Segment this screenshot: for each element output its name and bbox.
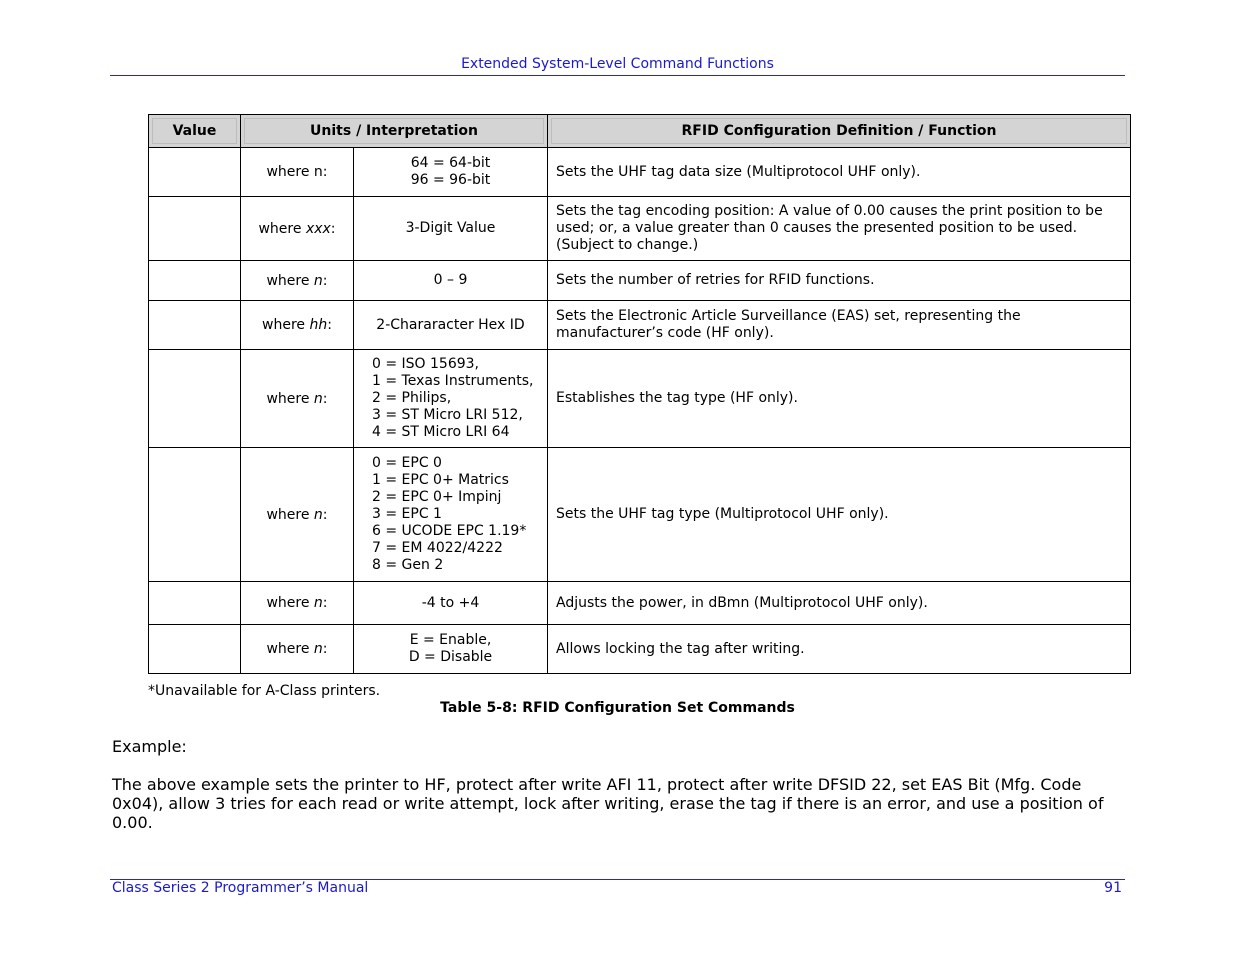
rfid-config-table xyxy=(148,114,1131,674)
where-variable: hh xyxy=(309,317,328,333)
cell-units xyxy=(354,197,548,261)
cell-definition: Establishes the tag type (HF only). xyxy=(548,350,1131,448)
cell-definition: Sets the tag encoding position: A value of 0.00 causes the print position to be used; or, a value greater than 0 causes the presented position to be used. (Subject to change.) xyxy=(548,197,1131,261)
units-line: 0 = EPC 0 xyxy=(372,455,442,471)
units-line: 8 = Gen 2 xyxy=(372,557,444,573)
cell-units xyxy=(354,625,548,674)
cell-definition: Sets the number of retries for RFID functions. xyxy=(548,261,1131,301)
where-prefix: where xyxy=(266,164,314,180)
cell-definition: Sets the UHF tag type (Multiprotocol UHF only). xyxy=(548,448,1131,582)
column-header-value: Value xyxy=(149,115,241,148)
where-colon: : xyxy=(322,390,328,407)
cell-value xyxy=(149,448,241,582)
where-variable: n xyxy=(313,390,323,407)
cell-value xyxy=(149,148,241,197)
cell-definition: Allows locking the tag after writing. xyxy=(548,625,1131,674)
units-line: -4 to +4 xyxy=(421,594,480,611)
units-line: 7 = EM 4022/4222 xyxy=(372,540,503,556)
cell-definition: Sets the UHF tag data size (Multiprotocol UHF only). xyxy=(548,148,1131,197)
units-line: 2 = EPC 0+ Impinj xyxy=(372,489,502,505)
cell-units xyxy=(354,350,548,448)
where-prefix: where xyxy=(258,220,306,237)
table-row xyxy=(149,625,1131,674)
table-caption: Table 5-8: RFID Configuration Set Commands xyxy=(440,700,795,716)
cell-value xyxy=(149,197,241,261)
table-footnote: *Unavailable for A-Class printers. xyxy=(148,683,381,699)
column-header-units: Units / Interpretation xyxy=(241,115,548,148)
cell-value xyxy=(149,261,241,301)
where-variable: n xyxy=(313,641,323,657)
units-line: 2-Chararacter Hex ID xyxy=(376,316,525,333)
page-header-title: Extended System-Level Command Functions xyxy=(461,56,774,72)
cell-value xyxy=(149,582,241,625)
table-header-row xyxy=(149,115,1131,148)
units-line: 96 = 96-bit xyxy=(410,172,491,188)
cell-where xyxy=(241,350,354,448)
table-row xyxy=(149,350,1131,448)
cell-where xyxy=(241,261,354,301)
header-rule xyxy=(110,75,1125,76)
column-header-definition: RFID Configuration Definition / Function xyxy=(548,115,1131,148)
cell-units xyxy=(354,261,548,301)
cell-where xyxy=(241,148,354,197)
where-variable: xxx xyxy=(305,220,331,237)
cell-units xyxy=(354,148,548,197)
where-variable: n xyxy=(313,506,323,523)
example-text: The above example sets the printer to HF, protect after write AFI 11, protect after write DFSID 22, set EAS Bit (Mfg. Code 0x04), allow 3 tries for each read or write attempt, lock after writing, erase the tag if there is an error, and use a position of 0.00. xyxy=(112,775,1104,832)
where-prefix: where xyxy=(266,272,314,289)
units-line: 64 = 64-bit xyxy=(410,155,491,171)
units-line: 1 = EPC 0+ Matrics xyxy=(372,472,509,488)
where-colon: : xyxy=(322,506,328,523)
table-row xyxy=(149,261,1131,301)
footer-manual-title: Class Series 2 Programmer’s Manual xyxy=(112,880,369,896)
table-row xyxy=(149,448,1131,582)
where-colon: : xyxy=(322,641,328,657)
table-row xyxy=(149,197,1131,261)
units-line: 0 = ISO 15693, xyxy=(372,356,480,372)
where-colon: : xyxy=(322,272,328,289)
cell-where xyxy=(241,197,354,261)
cell-units xyxy=(354,448,548,582)
units-line: 1 = Texas Instruments, xyxy=(372,373,534,389)
units-line: 6 = UCODE EPC 1.19* xyxy=(372,523,527,539)
table-row xyxy=(149,582,1131,625)
where-variable: n xyxy=(313,272,323,289)
units-line: D = Disable xyxy=(408,649,493,665)
where-colon: : xyxy=(322,164,328,180)
where-variable: n xyxy=(313,164,323,180)
units-line: 3-Digit Value xyxy=(405,220,496,236)
cell-definition: Adjusts the power, in dBmn (Multiprotocol UHF only). xyxy=(548,582,1131,625)
table-row xyxy=(149,148,1131,197)
where-prefix: where xyxy=(262,317,310,333)
cell-units xyxy=(354,582,548,625)
units-line: E = Enable, xyxy=(409,632,492,648)
cell-where xyxy=(241,448,354,582)
cell-definition: Sets the Electronic Article Surveillance (EAS) set, representing the manufacturer’s code (HF only). xyxy=(548,301,1131,350)
where-prefix: where xyxy=(266,506,314,523)
where-prefix: where xyxy=(266,390,314,407)
units-line: 3 = ST Micro LRI 512, xyxy=(372,407,523,423)
where-prefix: where xyxy=(266,595,314,611)
cell-units xyxy=(354,301,548,350)
units-line: 2 = Philips, xyxy=(372,390,452,406)
units-line: 0 – 9 xyxy=(433,272,468,288)
where-colon: : xyxy=(327,317,332,333)
where-variable: n xyxy=(313,595,323,611)
where-colon: : xyxy=(330,220,336,237)
cell-value xyxy=(149,625,241,674)
where-prefix: where xyxy=(266,641,314,657)
table-body xyxy=(149,148,1131,674)
cell-value xyxy=(149,350,241,448)
table-row xyxy=(149,301,1131,350)
example-label: Example: xyxy=(112,737,187,756)
cell-where xyxy=(241,582,354,625)
where-colon: : xyxy=(322,595,328,611)
cell-where xyxy=(241,625,354,674)
cell-where xyxy=(241,301,354,350)
units-line: 4 = ST Micro LRI 64 xyxy=(372,424,510,440)
footer-page-number: 91 xyxy=(1104,880,1122,896)
cell-value xyxy=(149,301,241,350)
units-line: 3 = EPC 1 xyxy=(372,506,442,522)
